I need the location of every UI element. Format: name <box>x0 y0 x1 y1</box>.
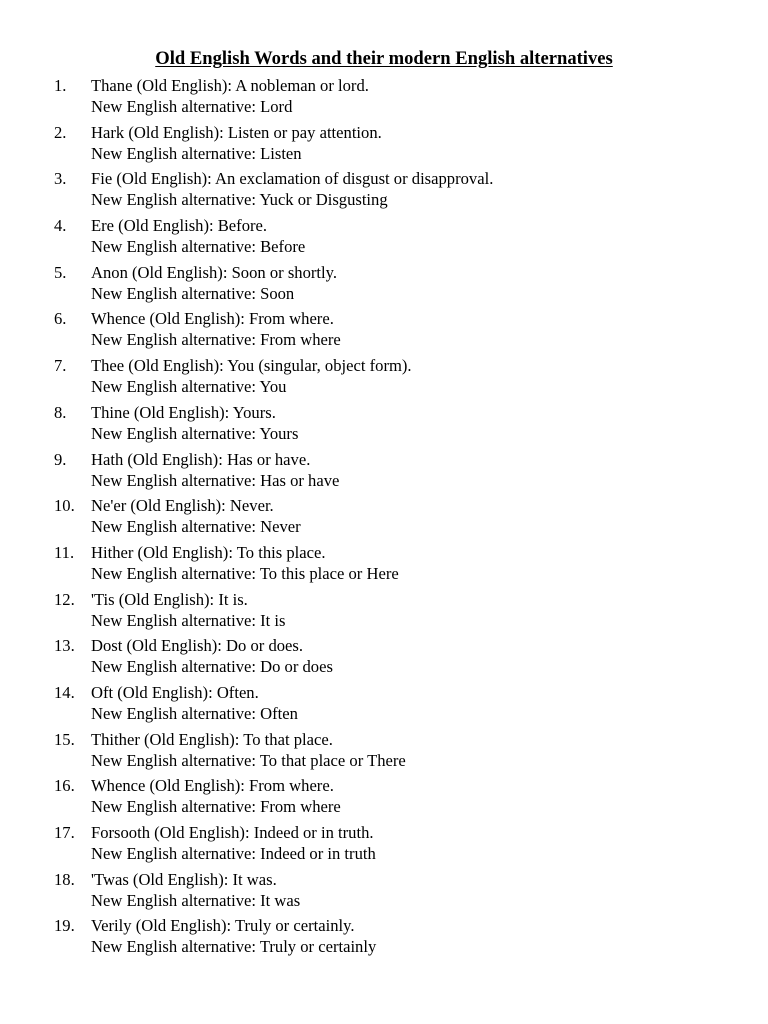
list-item <box>0 308 768 355</box>
modern-alternative: New English alternative: It was <box>91 890 301 910</box>
modern-alternative: New English alternative: Indeed or in truth <box>91 844 376 863</box>
modern-alternative: New English alternative: You <box>91 377 287 397</box>
old-english-definition: Forsooth (Old English): Indeed or in truth. <box>91 823 374 842</box>
item-number: 6. <box>54 309 67 329</box>
modern-alternative: New English alternative: Yours <box>91 423 299 443</box>
old-english-definition: Fie (Old English): An exclamation of disgust or disapproval. <box>91 169 494 189</box>
list-item <box>0 262 768 309</box>
old-english-definition: Thine (Old English): Yours. <box>91 402 276 422</box>
old-english-definition: Anon (Old English): Soon or shortly. <box>91 262 337 282</box>
old-english-definition: Hath (Old English): Has or have. <box>91 449 311 469</box>
modern-alternative: New English alternative: Often <box>91 703 298 723</box>
item-number: 3. <box>54 169 67 189</box>
item-number: 16. <box>54 776 75 796</box>
item-number: 12. <box>54 589 75 609</box>
list-item <box>0 75 768 122</box>
old-english-definition: Oft (Old English): Often. <box>91 682 259 702</box>
item-number: 15. <box>54 729 75 749</box>
item-number: 11. <box>54 542 75 562</box>
item-number: 13. <box>54 636 75 656</box>
modern-alternative: New English alternative: Has or have <box>91 470 340 490</box>
word-list <box>0 75 768 962</box>
list-item <box>0 822 768 869</box>
old-english-definition: Verily (Old English): Truly or certainly. <box>91 916 355 936</box>
list-item <box>0 869 768 916</box>
item-number: 17. <box>54 823 75 842</box>
page-title: Old English Words and their modern English alternatives <box>155 48 613 69</box>
item-number: 7. <box>54 356 67 376</box>
list-item <box>0 775 768 822</box>
modern-alternative: New English alternative: Listen <box>91 143 302 163</box>
old-english-definition: Ere (Old English): Before. <box>91 216 268 236</box>
old-english-definition: Thane (Old English): A nobleman or lord. <box>91 76 369 95</box>
list-item <box>0 355 768 402</box>
list-item <box>0 682 768 729</box>
list-item <box>0 495 768 542</box>
item-number: 14. <box>54 682 75 702</box>
modern-alternative: New English alternative: It is <box>91 610 286 630</box>
modern-alternative: New English alternative: Soon <box>91 283 295 303</box>
old-english-definition: 'Tis (Old English): It is. <box>91 589 248 609</box>
list-item <box>0 402 768 449</box>
item-number: 9. <box>54 449 67 469</box>
item-number: 8. <box>54 402 67 422</box>
modern-alternative: New English alternative: Lord <box>91 97 293 116</box>
item-number: 19. <box>54 916 75 936</box>
item-number: 10. <box>54 496 75 516</box>
list-item <box>0 635 768 682</box>
list-item <box>0 122 768 169</box>
modern-alternative: New English alternative: Never <box>91 517 301 537</box>
item-number: 5. <box>54 262 67 282</box>
list-item <box>0 168 768 215</box>
list-item <box>0 449 768 496</box>
list-item <box>0 542 768 589</box>
modern-alternative: New English alternative: From where <box>91 330 341 350</box>
item-number: 18. <box>54 869 75 889</box>
modern-alternative: New English alternative: From where <box>91 797 341 817</box>
item-number: 4. <box>54 216 67 236</box>
list-item <box>0 589 768 636</box>
modern-alternative: New English alternative: To this place or Here <box>91 563 399 583</box>
modern-alternative: New English alternative: Before <box>91 237 306 257</box>
old-english-definition: Whence (Old English): From where. <box>91 776 334 796</box>
old-english-definition: Thither (Old English): To that place. <box>91 729 333 749</box>
item-number: 2. <box>54 122 67 142</box>
old-english-definition: Hither (Old English): To this place. <box>91 542 326 562</box>
list-item <box>0 915 768 962</box>
old-english-definition: Whence (Old English): From where. <box>91 309 334 329</box>
old-english-definition: Thee (Old English): You (singular, object form). <box>91 356 412 376</box>
list-item <box>0 215 768 262</box>
modern-alternative: New English alternative: Do or does <box>91 657 333 677</box>
modern-alternative: New English alternative: To that place or There <box>91 750 406 770</box>
old-english-definition: Dost (Old English): Do or does. <box>91 636 304 656</box>
modern-alternative: New English alternative: Truly or certainly <box>91 937 377 957</box>
list-item <box>0 729 768 776</box>
old-english-definition: 'Twas (Old English): It was. <box>91 869 277 889</box>
item-number: 1. <box>54 76 67 95</box>
modern-alternative: New English alternative: Yuck or Disgusting <box>91 190 388 210</box>
old-english-definition: Ne'er (Old English): Never. <box>91 496 274 516</box>
old-english-definition: Hark (Old English): Listen or pay attention. <box>91 122 382 142</box>
